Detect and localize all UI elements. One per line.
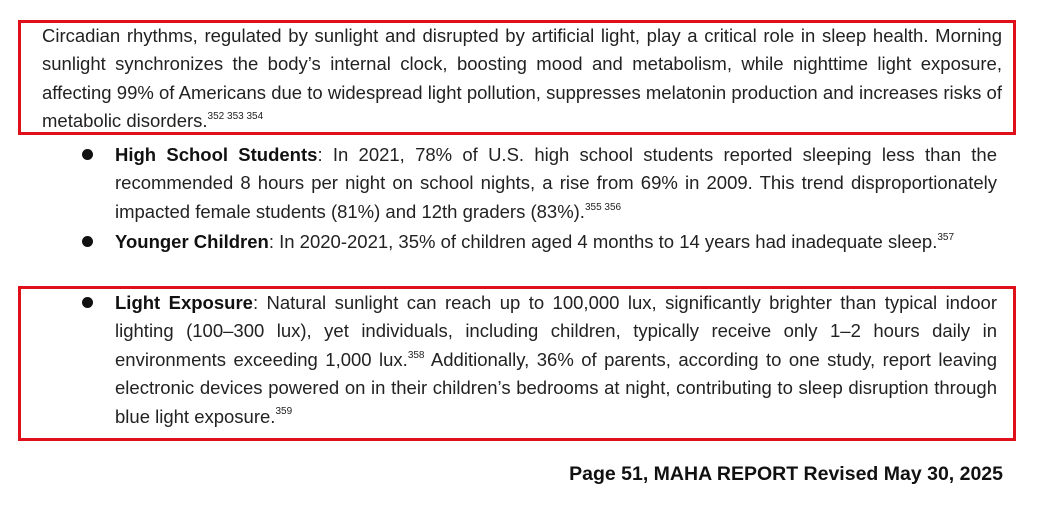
paragraph-text: Circadian rhythms, regulated by sunlight and disrupted by artificial light, play a critical role in sleep health. Morning sunlight synchronizes the body’s internal clock, boosting mood and metabolism, while nighttime light exposure, affecting 99% of Americans due to widespread light pollution, suppresses melatonin production and increases risks of metabolic disorders. — [42, 25, 1002, 132]
bullet-high-school-students — [115, 141, 997, 226]
bullet-dot-icon — [82, 236, 93, 247]
footnote-refs: 358 — [407, 349, 425, 361]
bullet-text: : In 2021, 78% of U.S. high school students reported sleeping less than the recommended 8 hours per night on school nights, a rise from 69% in 2009. This trend disproportionately impacted female students (81%) and 12th graders (83%). — [115, 144, 997, 222]
bullet-term: Light Exposure — [115, 292, 253, 313]
footnote-refs: 357 — [937, 231, 955, 243]
footnote-refs: 359 — [275, 406, 293, 418]
bullet-text: : Natural sunlight can reach up to 100,000 lux, significantly brighter than typical indoor lighting (100–300 lux), yet individuals, including children, typically receive only 1–2 hours daily in environments exceeding 1,000 lux. — [115, 292, 997, 370]
bullet-younger-children — [115, 228, 997, 256]
bullet-term: Younger Children — [115, 231, 269, 252]
page-footer: Page 51, MAHA REPORT Revised May 30, 2025 — [569, 463, 1003, 485]
footnote-refs: 352 353 354 — [207, 111, 264, 123]
bullet-light-exposure — [115, 289, 997, 431]
bullet-text: : In 2020-2021, 35% of children aged 4 months to 14 years had inadequate sleep. — [268, 231, 938, 252]
circadian-paragraph — [42, 22, 1002, 136]
bullet-dot-icon — [82, 149, 93, 160]
bullet-text-continued: Additionally, 36% of parents, according to one study, report leaving electronic devices powered on in their children’s bedrooms at night, contributing to sleep disruption through blue light exposure. — [115, 348, 998, 427]
footnote-refs: 355 356 — [584, 201, 622, 213]
bullet-dot-icon — [82, 297, 93, 308]
bullet-term: High School Students — [115, 144, 318, 165]
